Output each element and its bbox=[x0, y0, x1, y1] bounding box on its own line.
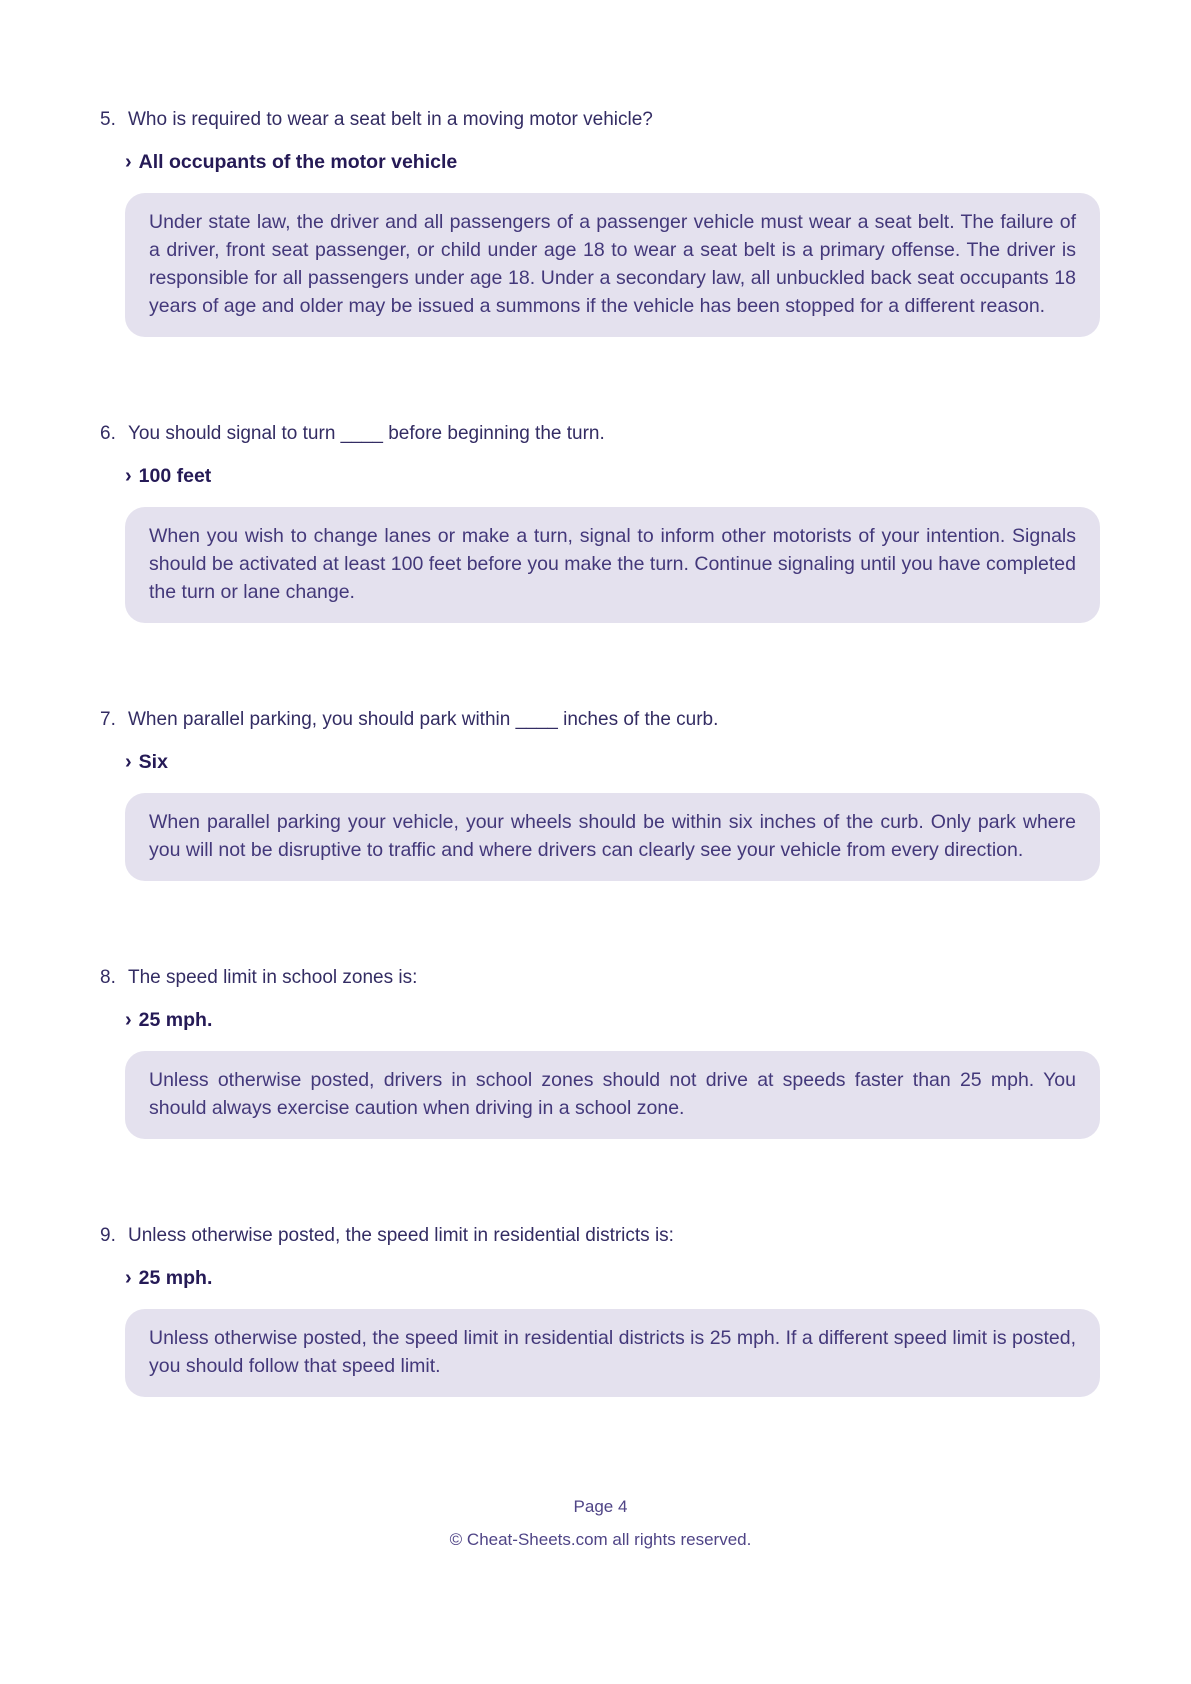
answer-text: Six bbox=[138, 751, 168, 773]
answer-line bbox=[125, 1265, 1191, 1291]
chevron-right-icon: › bbox=[125, 1009, 132, 1031]
answer-line bbox=[125, 1007, 1191, 1033]
question-block-7 bbox=[100, 707, 1191, 881]
answer-text: All occupants of the motor vehicle bbox=[138, 151, 458, 173]
answer-text: 25 mph. bbox=[138, 1267, 213, 1289]
question-line bbox=[100, 707, 1191, 733]
question-text: When parallel parking, you should park within ____ inches of the curb. bbox=[128, 709, 719, 730]
chevron-right-icon: › bbox=[125, 151, 132, 173]
question-block-5 bbox=[100, 107, 1191, 337]
question-block-6 bbox=[100, 421, 1191, 623]
question-line bbox=[100, 965, 1191, 991]
answer-line bbox=[125, 463, 1191, 489]
question-line bbox=[100, 107, 1191, 133]
answer-text: 100 feet bbox=[138, 465, 212, 487]
question-text: The speed limit in school zones is: bbox=[128, 967, 418, 988]
question-number: 7. bbox=[100, 709, 116, 730]
explanation-box bbox=[125, 1309, 1100, 1397]
explanation-text: Under state law, the driver and all passengers of a passenger vehicle must wear a seat belt. The failure of a driver, front seat passenger, or child under age 18 to wear a seat belt is a primary offense. The driver is responsible for all passengers under age 18. Under a secondary law, all unbuckled back seat occupants 18 years of age and older may be issued a summons if the vehicle has been stopped for a different reason. bbox=[149, 211, 1076, 317]
question-line bbox=[100, 1223, 1191, 1249]
explanation-box bbox=[125, 193, 1100, 337]
page-number: Page 4 bbox=[573, 1497, 628, 1516]
question-line bbox=[100, 421, 1191, 447]
question-number: 9. bbox=[100, 1225, 116, 1246]
explanation-text: When parallel parking your vehicle, your wheels should be within six inches of the curb. Only park where you will not be disruptive to traffic and where drivers can clearly see your vehicle from every direction. bbox=[149, 811, 1076, 861]
chevron-right-icon: › bbox=[125, 465, 132, 487]
explanation-text: Unless otherwise posted, drivers in school zones should not drive at speeds faster than 25 mph. You should always exercise caution when driving in a school zone. bbox=[149, 1069, 1076, 1119]
question-text: Who is required to wear a seat belt in a moving motor vehicle? bbox=[128, 109, 653, 130]
explanation-text: Unless otherwise posted, the speed limit in residential districts is 25 mph. If a different speed limit is posted, you should follow that speed limit. bbox=[149, 1327, 1076, 1377]
question-block-9 bbox=[100, 1223, 1191, 1397]
question-number: 6. bbox=[100, 423, 116, 444]
copyright-notice: © Cheat-Sheets.com all rights reserved. bbox=[449, 1530, 752, 1549]
chevron-right-icon: › bbox=[125, 751, 132, 773]
question-text: Unless otherwise posted, the speed limit in residential districts is: bbox=[128, 1225, 674, 1246]
answer-text: 25 mph. bbox=[138, 1009, 213, 1031]
explanation-box bbox=[125, 793, 1100, 881]
question-block-8 bbox=[100, 965, 1191, 1139]
explanation-box bbox=[125, 507, 1100, 623]
question-number: 5. bbox=[100, 109, 116, 130]
question-text: You should signal to turn ____ before beginning the turn. bbox=[128, 423, 605, 444]
explanation-text: When you wish to change lanes or make a turn, signal to inform other motorists of your intention. Signals should be activated at least 100 feet before you make the turn. Continue signaling until you have completed the turn or lane change. bbox=[149, 525, 1076, 603]
chevron-right-icon: › bbox=[125, 1267, 132, 1289]
answer-line bbox=[125, 149, 1191, 175]
page-footer bbox=[55, 1481, 1146, 1550]
answer-line bbox=[125, 749, 1191, 775]
question-number: 8. bbox=[100, 967, 116, 988]
explanation-box bbox=[125, 1051, 1100, 1139]
